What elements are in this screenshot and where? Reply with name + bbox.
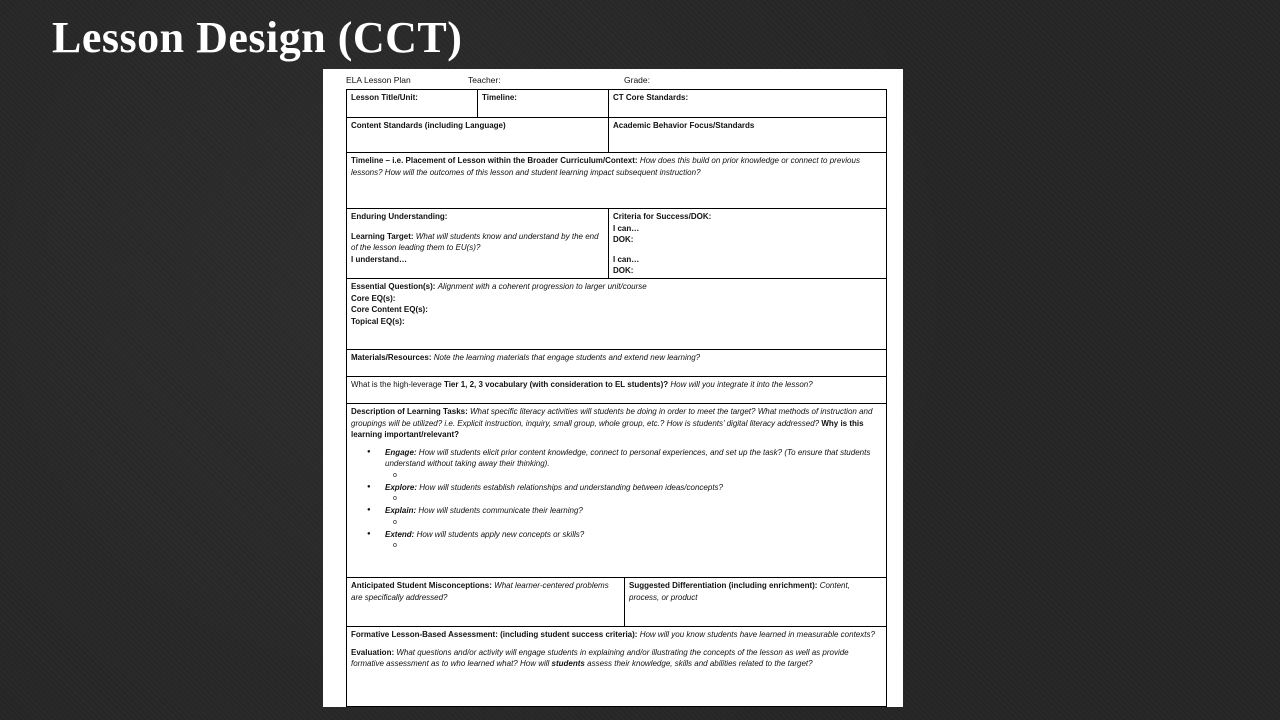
task-item-explain <box>363 505 882 517</box>
misconceptions-cell <box>347 578 624 626</box>
learning-tasks-text: What specific literacy activities will students be doing in order to meet the target? What methods of instruction and groupings will be utilized? i.e. Explicit instruction, inquiry, small group, whole group, etc.? How is students’ digital literacy addressed? <box>351 407 873 428</box>
ct-core-standards-cell: CT Core Standards: <box>608 90 886 117</box>
topical-eq-label: Topical EQ(s): <box>351 316 405 326</box>
understanding-cell <box>347 209 608 278</box>
lesson-title-row <box>347 90 886 117</box>
academic-behavior-cell: Academic Behavior Focus/Standards <box>608 118 886 152</box>
formative-assessment-label: Formative Lesson-Based Assessment: (including student success criteria): <box>351 630 638 639</box>
learning-target-text: What will students know and understand by the end of the lesson leading them to EU(s)? <box>351 231 599 252</box>
timeline-placement-text: How does this build on prior knowledge or connect to previous lessons? How will the outcomes of this lesson and student learning impact subsequent instruction? <box>351 156 860 177</box>
sub-bullet: o <box>393 518 397 526</box>
evaluation-students: students <box>551 659 585 668</box>
materials-cell <box>347 350 886 376</box>
misconceptions-text: What learner-centered problems are specifically addressed? <box>351 581 609 602</box>
task-text: How will students elicit prior content knowledge, connect to personal experiences, and set up the task? (To ensure that students understand without taking away their thinking). <box>385 447 871 468</box>
task-text: How will students apply new concepts or skills? <box>416 529 585 539</box>
i-can-label: I can… <box>613 254 640 264</box>
content-standards-row <box>347 117 886 152</box>
essential-questions-label: Essential Question(s): <box>351 282 436 291</box>
timeline-placement-label: Timeline – i.e. Placement of Lesson within the Broader Curriculum/Context: <box>351 156 638 165</box>
assessment-row <box>347 626 886 706</box>
task-text: How will students communicate their learning? <box>418 506 583 515</box>
task-label: Explain: <box>385 506 417 515</box>
task-item-explore <box>363 482 882 494</box>
learning-tasks-row <box>347 403 886 577</box>
plan-title: ELA Lesson Plan <box>346 75 411 85</box>
core-eq-label: Core EQ(s): <box>351 293 396 303</box>
lesson-title-cell: Lesson Title/Unit: <box>351 93 418 102</box>
misconceptions-row <box>347 577 886 626</box>
essential-questions-row <box>347 278 886 349</box>
task-list <box>351 447 882 553</box>
misconceptions-label: Anticipated Student Misconceptions: <box>351 581 492 590</box>
learning-target <box>351 231 604 254</box>
i-understand-label: I understand… <box>351 254 408 264</box>
slide-title: Lesson Design (CCT) <box>52 13 463 62</box>
essential-questions-cell <box>347 279 886 349</box>
evaluation-text: What questions and/or activity will engage students in explaining and/or illustrating the concepts of the lesson as well as provide formative assessment as to who learned what? How will <box>351 647 849 668</box>
materials-row <box>347 349 886 376</box>
criteria-label: Criteria for Success/DOK: <box>613 212 712 221</box>
essential-questions-text: Alignment with a coherent progression to larger unit/course <box>437 282 647 291</box>
evaluation-text-end: assess their knowledge, skills and abilities related to the target? <box>587 659 813 668</box>
materials-text: Note the learning materials that engage students and extend new learning? <box>433 353 701 362</box>
sub-bullet: o <box>393 542 397 549</box>
enduring-understanding-label: Enduring Understanding: <box>351 212 448 221</box>
lesson-plan-table <box>346 89 887 707</box>
task-item-engage <box>363 447 882 470</box>
document-header <box>346 75 886 89</box>
timeline-placement-row <box>347 152 886 208</box>
vocabulary-prefix: What is the high-leverage <box>351 380 442 389</box>
assessment-cell <box>347 627 886 706</box>
formative-assessment-text: How will you know students have learned in measurable contexts? <box>639 630 875 639</box>
grade-label: Grade: <box>624 75 650 85</box>
learning-tasks-cell <box>347 404 886 577</box>
understanding-row <box>347 208 886 278</box>
learning-tasks-why: Why is this learning important/relevant? <box>351 418 864 439</box>
differentiation-text: Content, process, or product <box>629 581 850 602</box>
core-content-eq-label: Core Content EQ(s): <box>351 305 428 314</box>
evaluation-label: Evaluation: <box>351 647 395 657</box>
differentiation-label: Suggested Differentiation (including enrichment): <box>629 581 818 590</box>
vocabulary-text: How will you integrate it into the lesson? <box>670 380 813 389</box>
learning-target-label: Learning Target: <box>351 231 414 241</box>
task-label: Engage: <box>385 447 417 457</box>
sub-bullet: o <box>393 495 397 502</box>
vocabulary-cell <box>347 377 886 403</box>
criteria-cell <box>608 209 886 278</box>
timeline-placement-cell <box>347 153 886 208</box>
task-label: Extend: <box>385 529 415 539</box>
dok-label: DOK: <box>613 266 634 275</box>
timeline-cell: Timeline: <box>477 90 608 117</box>
i-can-label: I can… <box>613 223 640 233</box>
differentiation-cell <box>624 578 886 626</box>
materials-label: Materials/Resources: <box>351 353 432 362</box>
vocabulary-tier-label: Tier 1, 2, 3 vocabulary (with consideration to EL students)? <box>443 380 669 389</box>
dok-label: DOK: <box>613 235 634 244</box>
content-standards-cell: Content Standards (including Language) <box>351 121 506 130</box>
task-text: How will students establish relationships and understanding between ideas/concepts? <box>419 482 723 492</box>
learning-tasks-label: Description of Learning Tasks: <box>351 407 468 416</box>
task-label: Explore: <box>385 482 418 492</box>
vocabulary-row <box>347 376 886 403</box>
lesson-plan-document <box>323 69 903 707</box>
teacher-label: Teacher: <box>468 75 501 85</box>
task-item-extend <box>363 529 882 541</box>
sub-bullet: o <box>393 471 397 479</box>
